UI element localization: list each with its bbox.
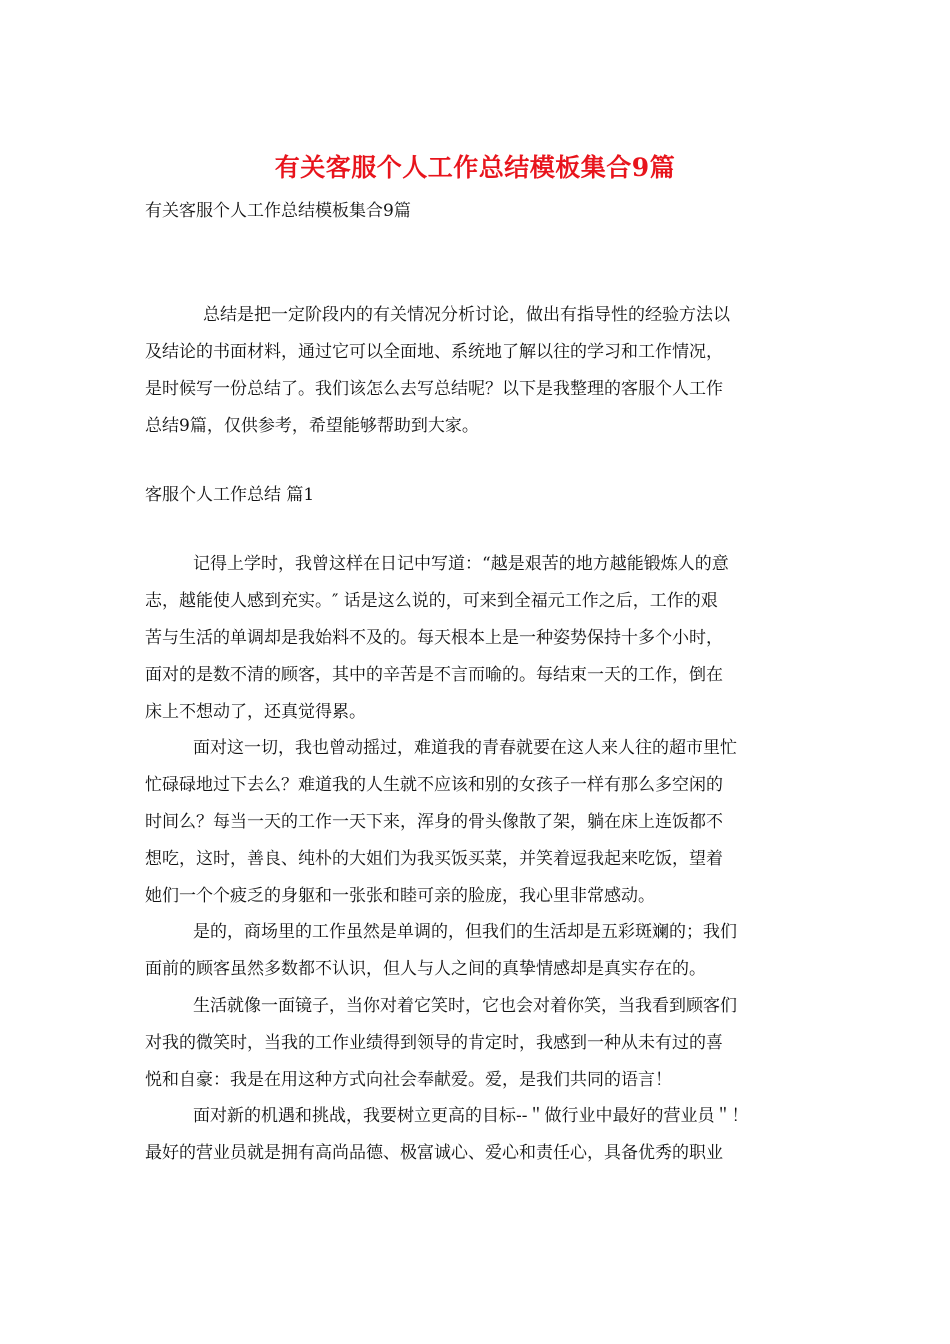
intro-line: 是时候写一份总结了。我们该怎么去写总结呢？以下是我整理的客服个人工作 bbox=[145, 379, 723, 399]
body-line: 时间么？每当一天的工作一天下来，浑身的骨头像散了架，躺在床上连饭都不 bbox=[145, 812, 723, 832]
body-line: 面前的顾客虽然多数都不认识，但人与人之间的真挚情感却是真实存在的。 bbox=[145, 959, 706, 979]
body-line: 悦和自豪：我是在用这种方式向社会奉献爱。爱，是我们共同的语言！ bbox=[145, 1070, 672, 1090]
intro-line: 总结9篇，仅供参考，希望能够帮助到大家。 bbox=[145, 416, 479, 436]
document-subtitle: 有关客服个人工作总结模板集合9篇 bbox=[145, 201, 411, 221]
body-line: 最好的营业员就是拥有高尚品德、极富诚心、爱心和责任心，具备优秀的职业 bbox=[145, 1143, 723, 1163]
section-heading: 客服个人工作总结 篇1 bbox=[145, 485, 315, 505]
document-title: 有关客服个人工作总结模板集合9篇 bbox=[274, 153, 676, 182]
body-line: 床上不想动了，还真觉得累。 bbox=[145, 702, 366, 722]
body-line: 生活就像一面镜子，当你对着它笑时，它也会对着你笑，当我看到顾客们 bbox=[193, 996, 737, 1016]
body-line: 记得上学时，我曾这样在日记中写道：“越是艰苦的地方越能锻炼人的意 bbox=[193, 554, 729, 574]
body-line: 面对新的机遇和挑战，我要树立更高的目标--＂做行业中最好的营业员＂！ bbox=[193, 1106, 749, 1126]
body-line: 苦与生活的单调却是我始料不及的。每天根本上是一种姿势保持十多个小时， bbox=[145, 628, 723, 648]
body-line: 她们一个个疲乏的身躯和一张张和睦可亲的脸庞，我心里非常感动。 bbox=[145, 886, 655, 906]
body-line: 对我的微笑时，当我的工作业绩得到领导的肯定时，我感到一种从未有过的喜 bbox=[145, 1033, 723, 1053]
body-line: 是的，商场里的工作虽然是单调的，但我们的生活却是五彩斑斓的；我们 bbox=[193, 922, 737, 942]
body-line: 面对这一切，我也曾动摇过，难道我的青春就要在这人来人往的超市里忙 bbox=[193, 738, 737, 758]
body-line: 想吃，这时，善良、纯朴的大姐们为我买饭买菜，并笑着逗我起来吃饭，望着 bbox=[145, 849, 723, 869]
body-line: 忙碌碌地过下去么？难道我的人生就不应该和别的女孩子一样有那么多空闲的 bbox=[145, 775, 723, 795]
body-line: 志，越能使人感到充实。″ 话是这么说的，可来到全福元工作之后，工作的艰 bbox=[145, 591, 718, 611]
intro-line: 及结论的书面材料，通过它可以全面地、系统地了解以往的学习和工作情况， bbox=[145, 342, 723, 362]
body-line: 面对的是数不清的顾客，其中的辛苦是不言而喻的。每结束一天的工作，倒在 bbox=[145, 665, 723, 685]
intro-line: 总结是把一定阶段内的有关情况分析讨论，做出有指导性的经验方法以 bbox=[203, 305, 730, 325]
